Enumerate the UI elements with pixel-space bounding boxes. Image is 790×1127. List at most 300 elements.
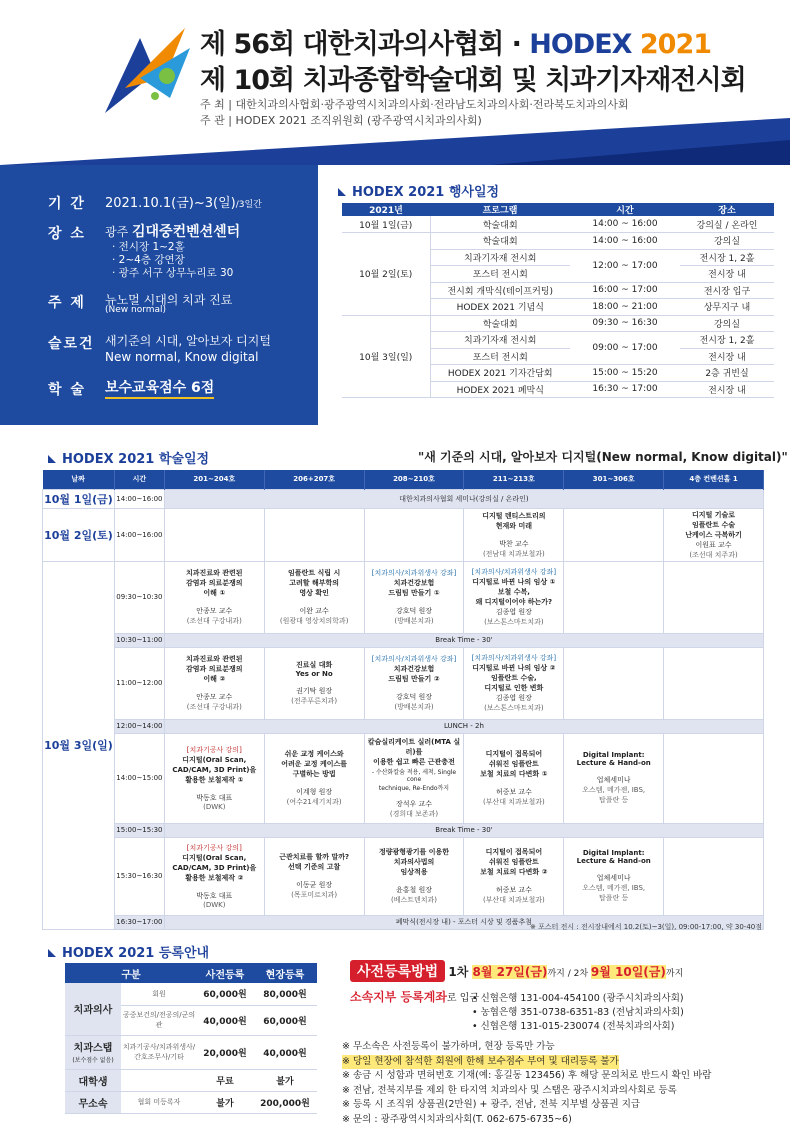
- poster-note: ※ 포스터 전시 : 전시장내에서 10.2(토)~3(일), 09:00-17:00, 약 30-40점: [530, 922, 762, 932]
- academic-time: 12:00~14:00: [114, 719, 164, 733]
- academic-closing: 폐막식(전시장 내) - 포스터 시상 및 경품추첨: [164, 915, 763, 929]
- reg-category: 무소속: [65, 1091, 121, 1113]
- academic-time: 14:00~16:00: [114, 489, 164, 508]
- academic-row: [43, 489, 764, 508]
- lecture-title: 임상적용: [400, 868, 427, 876]
- col-room: 4층 컨벤션홀 1: [664, 470, 764, 489]
- speaker: 이원표 교수: [696, 541, 732, 549]
- col-place: 장소: [680, 203, 774, 216]
- lecture-title: 디지털(Oral Scan,: [182, 854, 246, 862]
- speaker: 업체세미나: [597, 874, 631, 882]
- reg-pre: 40,000원: [197, 1005, 253, 1035]
- event-row: [342, 315, 774, 332]
- lecture-tag: [치과기공사 강의]: [187, 746, 242, 754]
- reg-onsite: 60,000원: [253, 1005, 317, 1035]
- event-program: 학술대회: [430, 216, 570, 233]
- period-label: 기 간: [48, 193, 86, 213]
- lecture-tag: [치과의사/치과위생사 강좌]: [372, 569, 456, 577]
- registration-header-row: [65, 963, 317, 983]
- event-row: [342, 216, 774, 233]
- academic-time: 14:00~16:00: [114, 508, 164, 561]
- affiliation: (방배본치과): [394, 617, 433, 625]
- reg-note: ※ 송금 시 성함과 면허번호 기재(예: 홍길동 123456) 후 해당 문의처로 반드시 확인 바람: [342, 1069, 782, 1084]
- lecture-title: 활용한 보철제작 ②: [185, 874, 243, 882]
- reg-sub: [121, 1069, 197, 1091]
- affiliation: (베스트덴치과): [391, 896, 437, 904]
- event-title-text: HODEX 2021 행사일정: [352, 185, 499, 200]
- academic-day: 10월 2일(토): [43, 508, 115, 561]
- theme-sub: (New normal): [105, 305, 166, 315]
- title-text: 제 56회 대한치과의사협회 ·: [200, 29, 529, 60]
- slogan-1: 새기준의 시대, 알아보자 디지털: [105, 332, 271, 349]
- registration-title: [48, 942, 209, 961]
- event-place: 전시장 입구: [680, 282, 774, 299]
- reg-account-label: 소속지부 등록계좌: [350, 990, 447, 1004]
- reg-method-line: [350, 960, 782, 982]
- reg-date-text: 까지: [666, 969, 683, 979]
- affiliation: (전주푸른치과): [291, 697, 337, 705]
- event-time: 14:00 ~ 16:00: [570, 233, 680, 250]
- event-program: 학술대회: [430, 233, 570, 250]
- academic-cell: [164, 647, 264, 719]
- venue-item: · 2~4층 강연장: [112, 252, 185, 267]
- col-room: 201~204호: [164, 470, 264, 489]
- lecture-title: CAD/CAM, 3D Print)을: [172, 766, 256, 774]
- event-title: [338, 181, 499, 200]
- event-time: 16:30 ~ 17:00: [570, 381, 680, 398]
- reg-col-pre: 사전등록: [197, 963, 253, 983]
- academic-cell: [564, 561, 664, 633]
- event-program: 학술대회: [430, 315, 570, 332]
- event-place: 강의실: [680, 315, 774, 332]
- event-row: [342, 233, 774, 250]
- header: [0, 0, 790, 165]
- reg-account: • 농협은행 351-0738-6351-83 (전남치과의사회): [472, 1006, 782, 1020]
- event-place: 전시장 내: [680, 381, 774, 398]
- lecture-title: 활용한 보철제작 ①: [185, 776, 243, 784]
- event-info-panel: [0, 165, 318, 425]
- theme-label: 주 제: [48, 292, 86, 312]
- credit-value: 보수교육점수 6점: [105, 377, 214, 399]
- lecture-title: Yes or No: [296, 670, 333, 678]
- lecture-sub: - 수산화칼슘 적용, 세척, Single cone: [372, 769, 456, 783]
- academic-time: 15:00~15:30: [114, 823, 164, 837]
- section-marker-icon: [48, 949, 56, 957]
- event-date: 10월 3일(일): [342, 315, 430, 398]
- organizer-line: 주 관 | HODEX 2021 조직위원회 (광주광역시치과의사회): [200, 112, 482, 128]
- academic-break: Break Time - 30': [164, 633, 763, 647]
- academic-cell: [264, 647, 364, 719]
- academic-time: 16:30~17:00: [114, 915, 164, 929]
- section-marker-icon: [48, 455, 56, 463]
- title-line-2: 제 10회 치과종합학술대회 및 치과기자재전시회: [200, 58, 746, 97]
- event-header-row: [342, 203, 774, 216]
- lecture-title: 디지털 덴티스트리의: [482, 512, 545, 520]
- affiliation: 탑플란 등: [599, 894, 628, 902]
- host-line: 주 최 | 대한치과의사협회·광주광역시치과의사회·전라남도치과의사회·전라북도치과의사회: [200, 96, 628, 112]
- col-date: 날짜: [43, 470, 115, 489]
- reg-onsite: 80,000원: [253, 983, 317, 1005]
- academic-cell: [464, 647, 564, 719]
- lecture-title: 임플란트 수술,: [491, 674, 537, 682]
- event-time: 09:30 ~ 16:30: [570, 315, 680, 332]
- reg-sub: 협회 미등록자: [121, 1091, 197, 1113]
- academic-cell: [464, 837, 564, 915]
- academic-cell: [664, 837, 764, 915]
- reg-onsite: 불가: [253, 1069, 317, 1091]
- title-line-1: [200, 22, 711, 61]
- academic-cell: [564, 837, 664, 915]
- event-program: 포스터 전시회: [430, 266, 570, 283]
- reg-category-note: (보수점수 없음): [72, 1057, 113, 1064]
- speaker: 윤홍철 원장: [396, 886, 432, 894]
- lecture-title: 감염과 의료분쟁의: [186, 665, 243, 673]
- venue-value: [105, 221, 240, 241]
- period-suffix: /3일간: [236, 200, 262, 210]
- reg-account: • 신협은행 131-015-230074 (전북치과의사회): [472, 1020, 782, 1034]
- speaker: 이동균 원장: [296, 881, 332, 889]
- academic-lunch: LUNCH - 2h: [164, 719, 763, 733]
- lecture-title: 이해 ①: [203, 589, 225, 597]
- academic-cell: [464, 561, 564, 633]
- reg-category: 대학생: [65, 1069, 121, 1091]
- speaker: 박동호 대표: [196, 794, 232, 802]
- reg-date-2: 9월 10일(금): [591, 965, 666, 979]
- affiliation: (전남대 치과보철과): [483, 550, 545, 558]
- lecture-tag: [치과의사/치과위생사 강좌]: [472, 568, 556, 576]
- lecture-sub: technique, Re-Endo까지: [379, 785, 449, 792]
- reg-sub: 치과기공사/치과위생사/간호조무사/기타: [121, 1035, 197, 1069]
- col-time: 시간: [570, 203, 680, 216]
- reg-accounts: [472, 992, 782, 1034]
- event-time: 12:00 ~ 17:00: [570, 249, 680, 282]
- event-program: 치과기자재 전시회: [430, 332, 570, 349]
- academic-time: 15:30~16:30: [114, 837, 164, 915]
- academic-row: [43, 508, 764, 561]
- event-program: 전시회 개막식(테이프커팅): [430, 282, 570, 299]
- academic-cell: [364, 733, 464, 823]
- theme-value: 뉴노멀 시대의 치과 진료: [105, 291, 232, 308]
- event-place: 2층 귀빈실: [680, 365, 774, 382]
- slogan-2: New normal, Know digital: [105, 350, 258, 364]
- reg-note: ※ 등록 시 조직위 상품권(2만원) + 광주, 전남, 전북 지부별 상품권 지급: [342, 1098, 782, 1113]
- speaker: 박찬 교수: [499, 540, 528, 548]
- event-time: 16:00 ~ 17:00: [570, 282, 680, 299]
- lecture-title: Lecture & Hand-on: [577, 759, 651, 767]
- col-room: 211~213호: [464, 470, 564, 489]
- col-room: 301~306호: [564, 470, 664, 489]
- speaker: 허중보 교수: [496, 788, 532, 796]
- col-room: 208~210호: [364, 470, 464, 489]
- lecture-title: 구별하는 방법: [293, 770, 336, 778]
- affiliation: 오스템, 메가젠, IBS,: [582, 786, 645, 794]
- header-stripe-dark: [490, 140, 790, 165]
- academic-cell: [364, 837, 464, 915]
- academic-cell: [464, 733, 564, 823]
- event-place: 전시장 1, 2홀: [680, 332, 774, 349]
- lecture-title: 왜 디지털이어야 하는가?: [476, 598, 553, 606]
- academic-cell: [264, 837, 364, 915]
- affiliation: (DWK): [203, 901, 225, 909]
- affiliation: (부산대 치과보철과): [483, 896, 545, 904]
- academic-seminar: 대한치과의사협회 세미나(강의실 / 온라인): [164, 489, 763, 508]
- lecture-title: 드림팀 만들기 ①: [388, 589, 439, 597]
- lecture-title: 디지털(Oral Scan,: [182, 756, 246, 764]
- academic-time: 09:30~10:30: [114, 561, 164, 633]
- academic-cell: [564, 733, 664, 823]
- reg-note: ※ 당일 현장에 참석한 회원에 한해 보수점수 부여 및 대리등록 불가: [342, 1055, 619, 1070]
- reg-account-suffix: 로 입금: [447, 993, 479, 1004]
- reg-method-pill: 사전등록방법: [350, 960, 445, 982]
- reg-onsite: 200,000원: [253, 1091, 317, 1113]
- lecture-title: 드림팀 만들기 ②: [388, 675, 439, 683]
- registration-table: [65, 963, 317, 1114]
- lecture-title: Digital Implant:: [583, 751, 645, 759]
- event-program: 치과기자재 전시회: [430, 249, 570, 266]
- speaker: 강호덕 원장: [396, 693, 432, 701]
- academic-time: 11:00~12:00: [114, 647, 164, 719]
- event-table: [342, 203, 774, 398]
- lecture-title: 치과건강보험: [394, 665, 435, 673]
- event-date: 10월 1일(금): [342, 216, 430, 233]
- affiliation: (여수21세기치과): [287, 798, 342, 806]
- academic-cell: [664, 647, 764, 719]
- col-year: 2021년: [342, 203, 430, 216]
- lecture-title: 난케이스 극복하기: [685, 531, 742, 539]
- speaker: 이계형 원장: [296, 788, 332, 796]
- lecture-title: 근관치료를 할까 말까?: [279, 853, 349, 861]
- academic-row: [43, 561, 764, 633]
- affiliation: (조선대 구강내과): [187, 703, 242, 711]
- affiliation: (보스톤스마트치과): [484, 618, 544, 626]
- affiliation: (경희대 보존과): [390, 810, 438, 818]
- speaker: 김종엽 원장: [496, 694, 532, 702]
- academic-row: [43, 733, 764, 823]
- lecture-title: 어려운 교정 케이스를: [281, 760, 347, 768]
- academic-cell: [664, 561, 764, 633]
- affiliation: (DWK): [203, 803, 225, 811]
- lecture-title: 치과의사법의: [394, 858, 435, 866]
- title-hodex: HODEX: [529, 29, 640, 60]
- academic-title-text: HODEX 2021 학술일정: [62, 452, 209, 467]
- event-time: 15:00 ~ 15:20: [570, 365, 680, 382]
- lecture-title: 쉬워진 임플란트: [489, 858, 539, 866]
- lecture-title: 이용한 쉽고 빠른 근관충전: [373, 758, 455, 766]
- venue-label: 장 소: [48, 223, 86, 243]
- registration-info: [342, 960, 782, 1127]
- lecture-title: 진료실 대화: [296, 661, 332, 669]
- academic-cell: [364, 508, 464, 561]
- lecture-title: 디지털로 바뀐 나의 임상 ①: [472, 578, 555, 586]
- academic-table: [42, 470, 764, 930]
- reg-pre: 불가: [197, 1091, 253, 1113]
- academic-cell: [164, 837, 264, 915]
- academic-day: 10월 1일(금): [43, 489, 115, 508]
- reg-category: [65, 1035, 121, 1069]
- lecture-title: 정량광형광기를 이용한: [379, 848, 449, 856]
- lecture-title: 보철 수복,: [498, 588, 530, 596]
- lecture-title: 고려할 해부학의: [289, 579, 339, 587]
- lecture-title: 현재와 미래: [496, 522, 532, 530]
- lecture-title: 감염과 의료분쟁의: [186, 579, 243, 587]
- col-program: 프로그램: [430, 203, 570, 216]
- lecture-title: 디지털로 인한 변화: [484, 684, 543, 692]
- event-place: 상무지구 내: [680, 299, 774, 316]
- academic-row: [43, 719, 764, 733]
- affiliation: (목포미르치과): [291, 891, 337, 899]
- lecture-title: CAD/CAM, 3D Print)을: [172, 864, 256, 872]
- speaker: 안종모 교수: [196, 693, 232, 701]
- reg-notes: [342, 1040, 782, 1127]
- speaker: 강호덕 원장: [396, 607, 432, 615]
- registration-row: [65, 1091, 317, 1113]
- event-program: 포스터 전시회: [430, 348, 570, 365]
- lecture-tag: [치과의사/치과위생사 강좌]: [372, 655, 456, 663]
- academic-cell: [564, 647, 664, 719]
- speaker: 이완 교수: [300, 607, 329, 615]
- academic-cell: [464, 508, 564, 561]
- event-place: 전시장 1, 2홀: [680, 249, 774, 266]
- academic-cell: [164, 561, 264, 633]
- lecture-tag: [치과의사/치과위생사 강좌]: [472, 654, 556, 662]
- reg-pre: 20,000원: [197, 1035, 253, 1069]
- academic-cell: [264, 733, 364, 823]
- section-marker-icon: [338, 188, 346, 196]
- event-place: 전시장 내: [680, 266, 774, 283]
- academic-cell: [564, 508, 664, 561]
- speaker: 허중보 교수: [496, 886, 532, 894]
- reg-sub: 공중보건의/전공의/군의관: [121, 1005, 197, 1035]
- lecture-title: 치과건강보험: [394, 579, 435, 587]
- reg-date-text: 까지 / 2차: [547, 969, 590, 979]
- venue-item: · 전시장 1~2홀: [112, 239, 185, 254]
- academic-cell: [164, 733, 264, 823]
- venue-item: · 광주 서구 상무누리로 30: [112, 265, 233, 280]
- lecture-tag: [치과기공사 강의]: [187, 844, 242, 852]
- reg-onsite: 40,000원: [253, 1035, 317, 1069]
- registration-row: [65, 1069, 317, 1091]
- col-room: 206+207호: [264, 470, 364, 489]
- academic-break: Break Time - 30': [164, 823, 763, 837]
- lecture-title: 선택 기준의 고찰: [288, 863, 340, 871]
- lecture-title: 보철 치료의 다변화 ①: [480, 770, 547, 778]
- speaker: 박동호 대표: [196, 892, 232, 900]
- affiliation: (조선대 치주과): [689, 551, 737, 559]
- reg-note: ※ 전남, 전북지부를 제외 한 타지역 치과의사 및 스탭은 광주시치과의사회로 등록: [342, 1084, 782, 1099]
- lecture-title: 임플란트 수술: [692, 521, 735, 529]
- academic-row: [43, 647, 764, 719]
- reg-note: ※ 무소속은 사전등록이 불가하며, 현장 등록만 가능: [342, 1040, 782, 1055]
- hodex-logo: [95, 18, 195, 118]
- affiliation: 탑플란 등: [599, 796, 628, 804]
- lecture-title: 쉬운 교정 케이스와: [285, 750, 344, 758]
- academic-day: 10월 3일(일): [43, 561, 115, 929]
- col-time: 시간: [114, 470, 164, 489]
- reg-note: ※ 문의 : 광주광역시치과의사회(T. 062-675-6735~6): [342, 1113, 782, 1127]
- lecture-title: 디지털로 바뀐 나의 임상 ②: [472, 664, 555, 672]
- reg-category: 치과의사: [65, 983, 121, 1035]
- registration-row: [65, 983, 317, 1005]
- speaker: 업체세미나: [597, 776, 631, 784]
- reg-dates: [448, 965, 683, 979]
- reg-col-category: 구분: [65, 963, 197, 983]
- reg-date-text: 1차: [448, 965, 472, 979]
- period-text: 2021.10.1(금)~3(일): [105, 196, 236, 211]
- lecture-title: 치과진료와 관련된: [186, 569, 243, 577]
- event-place: 전시장 내: [680, 348, 774, 365]
- venue-name: 김대중컨벤션센터: [132, 224, 240, 240]
- lecture-title: 디지털이 접목되어: [486, 750, 543, 758]
- event-time: 14:00 ~ 16:00: [570, 216, 680, 233]
- affiliation: (원광대 영상치의학과): [280, 617, 349, 625]
- lecture-title: 영상 확인: [299, 589, 329, 597]
- registration-row: [65, 1035, 317, 1069]
- event-time: 18:00 ~ 21:00: [570, 299, 680, 316]
- lecture-title: 임플란트 식립 시: [288, 569, 340, 577]
- slogan-label: 슬로건: [48, 333, 95, 353]
- academic-cell: [264, 508, 364, 561]
- event-date: 10월 2일(토): [342, 233, 430, 316]
- lecture-title: 이해 ②: [203, 675, 225, 683]
- academic-cell: [364, 561, 464, 633]
- reg-col-onsite: 현장등록: [253, 963, 317, 983]
- academic-slogan: "새 기준의 시대, 알아보자 디지털(New normal, Know digital)": [418, 448, 788, 465]
- event-time: 09:00 ~ 17:00: [570, 332, 680, 365]
- event-program: HODEX 2021 폐막식: [430, 381, 570, 398]
- title-year: 2021: [640, 29, 711, 60]
- speaker: 장석우 교수: [396, 800, 432, 808]
- event-place: 강의실: [680, 233, 774, 250]
- speaker: 안종모 교수: [196, 607, 232, 615]
- event-schedule: [318, 165, 790, 425]
- registration-title-text: HODEX 2021 등록안내: [62, 946, 209, 961]
- reg-date-1: 8월 27일(금): [472, 965, 547, 979]
- academic-title: [48, 448, 209, 467]
- lecture-title: Digital Implant:: [583, 849, 645, 857]
- academic-cell: [264, 561, 364, 633]
- affiliation: (부산대 치과보철과): [483, 798, 545, 806]
- academic-time: 10:30~11:00: [114, 633, 164, 647]
- academic-cell: [664, 733, 764, 823]
- speaker: 김종엽 원장: [496, 608, 532, 616]
- reg-category-text: 치과스탭: [74, 1043, 113, 1054]
- event-program: HODEX 2021 기념식: [430, 299, 570, 316]
- academic-cell: [164, 508, 264, 561]
- lecture-title: 보철 치료의 다변화 ②: [480, 868, 547, 876]
- academic-row: [43, 823, 764, 837]
- lecture-title: 쉬워진 임플란트: [489, 760, 539, 768]
- lecture-title: 디지털이 접목되어: [486, 848, 543, 856]
- venue-prefix: 광주: [105, 225, 128, 239]
- academic-row: [43, 837, 764, 915]
- event-place: 강의실 / 온라인: [680, 216, 774, 233]
- reg-pre: 무료: [197, 1069, 253, 1091]
- academic-cell: [664, 508, 764, 561]
- affiliation: 오스템, 메가젠, IBS,: [582, 884, 645, 892]
- speaker: 권기탁 원장: [296, 687, 332, 695]
- lecture-title: 치과진료와 관련된: [186, 655, 243, 663]
- event-program: HODEX 2021 기자간담회: [430, 365, 570, 382]
- academic-row: [43, 633, 764, 647]
- lecture-title: 칼슘실리케이트 실러(MTA 실러)를: [368, 738, 460, 756]
- affiliation: (보스톤스마트치과): [484, 704, 544, 712]
- lecture-title: 디지털 기술로: [692, 511, 735, 519]
- credit-label: 학 술: [48, 379, 86, 399]
- affiliation: (조선대 구강내과): [187, 617, 242, 625]
- affiliation: (방배본치과): [394, 703, 433, 711]
- reg-pre: 60,000원: [197, 983, 253, 1005]
- reg-sub: 회원: [121, 983, 197, 1005]
